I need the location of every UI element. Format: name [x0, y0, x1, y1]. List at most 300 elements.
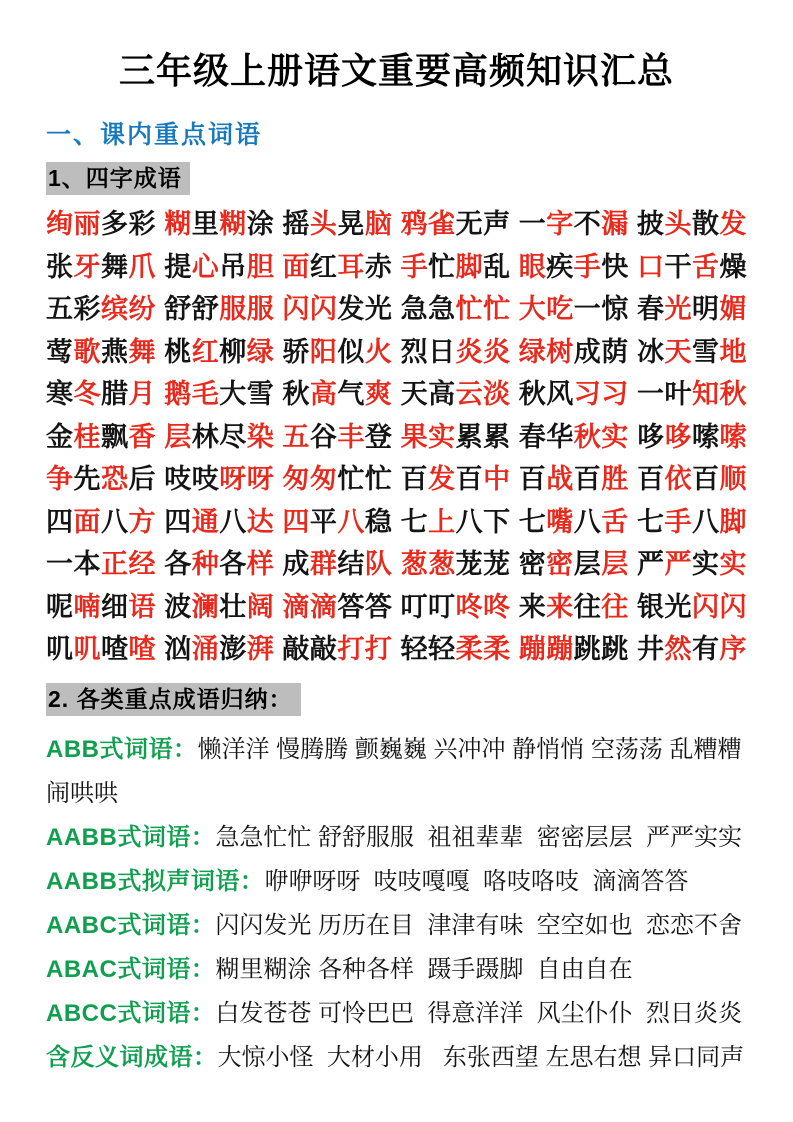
idiom-char: 各: [164, 549, 192, 580]
idiom-char: 舒: [191, 294, 220, 325]
idiom-char: 吱: [164, 464, 192, 495]
idiom-char: 壮: [219, 591, 247, 622]
idiom-char: 光: [664, 591, 692, 622]
idiom: [164, 373, 274, 416]
idiom-char: 八: [219, 506, 247, 537]
idiom: [282, 501, 392, 544]
idiom-char: 摇: [282, 209, 310, 240]
idiom-char: 爪: [128, 251, 156, 282]
idiom-char: 答: [364, 591, 393, 622]
idiom-char: 轻: [428, 634, 456, 665]
idiom-char: 秋: [518, 379, 547, 410]
idiom-char: 毛: [191, 379, 220, 410]
idiom-char: 葱: [428, 549, 456, 580]
idiom-char: 呢: [46, 591, 74, 622]
idiom-char: 绚: [46, 209, 74, 240]
idiom-char: 先: [73, 464, 101, 495]
idiom-char: 舞: [128, 336, 156, 367]
idiom-char: 风: [546, 379, 574, 410]
idiom-char: 井: [636, 634, 665, 665]
category-content: 糊里糊涂 各种各样 蹑手蹑脚 自由自在: [215, 956, 633, 984]
idiom-char: 提: [164, 251, 192, 282]
idiom-char: 咚: [483, 591, 511, 622]
idiom-char: 跳: [573, 634, 602, 665]
idiom-char: 牙: [73, 251, 101, 282]
idiom-char: 手: [573, 251, 602, 282]
idiom-char: 四: [46, 506, 74, 537]
idiom-char: 鹅: [164, 379, 192, 410]
idiom-char: 脚: [719, 506, 747, 537]
idiom: [401, 628, 511, 671]
idiom-row: [46, 203, 747, 246]
idiom-char: 舌: [601, 506, 629, 537]
idiom-char: 寒: [46, 379, 74, 410]
idiom-char: 果: [400, 421, 429, 452]
idiom-char: 本: [73, 549, 101, 580]
idiom-char: 鸦: [400, 209, 429, 240]
idiom-char: 叮: [400, 591, 429, 622]
idiom-char: 依: [664, 464, 692, 495]
idiom: [401, 373, 511, 416]
idiom-char: 胆: [246, 251, 275, 282]
idiom-char: 队: [364, 549, 393, 580]
idiom-char: 通: [191, 506, 220, 537]
idiom-char: 层: [164, 421, 192, 452]
idiom-char: 柔: [455, 634, 484, 665]
idiom: [401, 416, 511, 459]
idiom-char: 忙: [364, 464, 393, 495]
idiom-char: 月: [128, 379, 156, 410]
idiom-char: 无: [455, 209, 484, 240]
section-heading-key-words: 一、课内重点词语: [46, 121, 263, 149]
idiom-char: 蹦: [546, 634, 574, 665]
idiom-category-list: [46, 728, 747, 1080]
idiom-char: 喳: [128, 634, 156, 665]
idiom-char: 嘴: [546, 506, 574, 537]
idiom-char: 染: [246, 421, 275, 452]
idiom: [519, 543, 629, 586]
idiom-char: 哆: [664, 421, 692, 452]
idiom: [164, 246, 274, 289]
idiom-char: 敲: [282, 634, 310, 665]
idiom: [46, 331, 156, 374]
idiom-char: 后: [128, 464, 156, 495]
idiom-char: 习: [601, 379, 629, 410]
idiom-char: 急: [428, 294, 456, 325]
idiom-char: 气: [337, 379, 365, 410]
idiom-char: 脚: [455, 251, 484, 282]
idiom-char: 七: [636, 506, 665, 537]
idiom: [519, 586, 629, 629]
idiom-char: 彩: [73, 294, 101, 325]
idiom-grid: [46, 203, 747, 671]
idiom-char: 百: [455, 464, 484, 495]
idiom-char: 轻: [400, 634, 429, 665]
idiom-char: 香: [128, 421, 156, 452]
idiom: [46, 628, 156, 671]
idiom-char: 语: [128, 591, 156, 622]
category-label: ABAC式词语：: [46, 956, 216, 984]
idiom-char: 面: [282, 251, 310, 282]
idiom: [164, 331, 274, 374]
idiom-char: 经: [128, 549, 156, 580]
idiom: [637, 501, 747, 544]
idiom-char: 八: [573, 506, 602, 537]
idiom-char: 舞: [101, 251, 129, 282]
idiom-char: 闪: [282, 294, 310, 325]
idiom: [282, 288, 392, 331]
idiom-char: 丰: [337, 421, 365, 452]
idiom: [637, 416, 747, 459]
idiom-char: 舌: [691, 251, 720, 282]
idiom-char: 澎: [219, 634, 247, 665]
idiom: [519, 203, 629, 246]
idiom-char: 树: [546, 336, 574, 367]
category-label: AABC式词语：: [46, 912, 216, 940]
idiom-char: 密: [518, 549, 547, 580]
idiom-char: 百: [518, 464, 547, 495]
idiom-row: [46, 373, 747, 416]
idiom-char: 头: [664, 209, 692, 240]
idiom-char: 一: [46, 549, 74, 580]
idiom-row: [46, 586, 747, 629]
idiom: [164, 543, 274, 586]
idiom-char: 声: [483, 209, 511, 240]
idiom-char: 八: [691, 506, 720, 537]
idiom-char: 疾: [546, 251, 574, 282]
idiom: [401, 288, 511, 331]
idiom-row: [46, 288, 747, 331]
category-line: [46, 1036, 747, 1080]
idiom-char: 淡: [483, 379, 511, 410]
idiom-char: 莺: [46, 336, 74, 367]
idiom-char: 燥: [719, 251, 747, 282]
idiom: [282, 628, 392, 671]
idiom: [637, 458, 747, 501]
idiom-char: 闪: [309, 294, 338, 325]
idiom-char: 五: [282, 421, 310, 452]
idiom: [282, 416, 392, 459]
idiom-char: 口: [636, 251, 665, 282]
idiom-char: 冬: [73, 379, 101, 410]
idiom: [637, 203, 747, 246]
idiom: [519, 628, 629, 671]
idiom-char: 丽: [73, 209, 101, 240]
idiom-char: 地: [719, 336, 747, 367]
category-line: [46, 728, 747, 816]
idiom-char: 层: [601, 549, 629, 580]
idiom: [46, 501, 156, 544]
category-line: [46, 948, 747, 992]
idiom-char: 红: [309, 251, 338, 282]
idiom-char: 光: [664, 294, 692, 325]
category-content: 大惊小怪 大材小用 东张西望 左思右想 异口同声: [217, 1044, 745, 1072]
idiom-char: 冰: [636, 336, 665, 367]
idiom-char: 林: [191, 421, 220, 452]
idiom-char: 一: [573, 294, 602, 325]
category-content: 懒洋洋 慢腾腾 颤巍巍 兴冲冲 静悄悄 空荡荡 乱糟糟 闹哄哄: [46, 736, 749, 808]
idiom-char: 绿: [518, 336, 547, 367]
idiom-char: 桂: [73, 421, 101, 452]
subsection-heading-four-char-idioms: 1、四字成语: [46, 162, 190, 196]
idiom-char: 八: [455, 506, 484, 537]
idiom-char: 雪: [246, 379, 275, 410]
category-content: 白发苍苍 可怜巴巴 得意洋洋 风尘仆仆 烈日炎炎: [215, 1000, 743, 1028]
idiom-char: 发: [337, 294, 365, 325]
idiom: [519, 288, 629, 331]
idiom-char: 赤: [364, 251, 393, 282]
idiom-char: 红: [191, 336, 220, 367]
idiom: [637, 288, 747, 331]
idiom-char: 五: [46, 294, 74, 325]
idiom-char: 层: [573, 549, 602, 580]
idiom-char: 哆: [636, 421, 665, 452]
idiom-char: 成: [573, 336, 602, 367]
idiom-char: 忙: [483, 294, 511, 325]
idiom-row: [46, 501, 747, 544]
idiom-char: 柔: [483, 634, 511, 665]
idiom-char: 光: [364, 294, 393, 325]
idiom-char: 明: [691, 294, 720, 325]
idiom-char: 媚: [719, 294, 747, 325]
idiom-char: 春: [636, 294, 665, 325]
idiom-char: 茏: [483, 549, 511, 580]
idiom-char: 爽: [364, 379, 393, 410]
idiom-char: 多: [101, 209, 129, 240]
category-label: ABCC式词语：: [46, 1000, 216, 1028]
idiom: [164, 288, 274, 331]
idiom: [282, 246, 392, 289]
idiom-char: 天: [400, 379, 429, 410]
idiom: [637, 373, 747, 416]
idiom-char: 服: [219, 294, 247, 325]
idiom: [46, 246, 156, 289]
idiom-char: 匆: [309, 464, 338, 495]
idiom-char: 张: [46, 251, 74, 282]
category-label: AABB式拟声词语：: [46, 868, 265, 896]
idiom-char: 银: [636, 591, 665, 622]
idiom-char: 呀: [219, 464, 247, 495]
idiom-char: 高: [428, 379, 456, 410]
idiom-char: 手: [400, 251, 429, 282]
idiom-char: 忙: [455, 294, 484, 325]
idiom-char: 纷: [128, 294, 156, 325]
idiom-char: 不: [573, 209, 602, 240]
idiom-char: 炎: [483, 336, 511, 367]
idiom-char: 脑: [364, 209, 393, 240]
idiom-char: 服: [246, 294, 275, 325]
idiom-char: 腊: [101, 379, 129, 410]
idiom: [282, 373, 392, 416]
page-title: 三年级上册语文重要高频知识汇总: [118, 50, 674, 91]
idiom-char: 晃: [337, 209, 365, 240]
idiom: [46, 203, 156, 246]
idiom-char: 糊: [219, 209, 247, 240]
idiom-char: 茏: [455, 549, 484, 580]
idiom-char: 知: [691, 379, 720, 410]
idiom: [282, 586, 392, 629]
idiom: [46, 373, 156, 416]
idiom-char: 八: [101, 506, 129, 537]
idiom-char: 呀: [246, 464, 275, 495]
idiom-char: 嗦: [719, 421, 747, 452]
idiom-char: 柳: [219, 336, 247, 367]
idiom-char: 吃: [546, 294, 574, 325]
idiom-char: 顺: [719, 464, 747, 495]
idiom-char: 叶: [664, 379, 692, 410]
idiom-char: 密: [546, 549, 574, 580]
idiom-row: [46, 246, 747, 289]
idiom-char: 实: [719, 549, 747, 580]
idiom-char: 成: [282, 549, 310, 580]
idiom-row: [46, 458, 747, 501]
idiom-char: 实: [601, 421, 629, 452]
idiom-char: 糊: [164, 209, 192, 240]
category-label: 含反义词成语：: [46, 1044, 218, 1072]
idiom-char: 里: [191, 209, 220, 240]
idiom-char: 雀: [428, 209, 456, 240]
idiom-char: 匆: [282, 464, 310, 495]
idiom-char: 累: [483, 421, 511, 452]
idiom-char: 散: [691, 209, 720, 240]
category-content: 急急忙忙 舒舒服服 祖祖辈辈 密密层层 严严实实: [215, 824, 743, 852]
idiom-char: 头: [309, 209, 338, 240]
idiom-char: 发: [428, 464, 456, 495]
idiom-char: 往: [573, 591, 602, 622]
idiom-char: 涂: [246, 209, 275, 240]
idiom-char: 阔: [246, 591, 275, 622]
idiom-char: 滴: [282, 591, 310, 622]
idiom-char: 缤: [101, 294, 129, 325]
idiom-char: 下: [483, 506, 511, 537]
idiom-char: 秋: [282, 379, 310, 410]
idiom-char: 骄: [282, 336, 310, 367]
idiom: [46, 543, 156, 586]
idiom-char: 澜: [191, 591, 220, 622]
idiom-char: 嗦: [691, 421, 720, 452]
idiom-char: 争: [46, 464, 74, 495]
idiom-char: 喃: [73, 591, 101, 622]
category-label: ABB式词语：: [46, 736, 198, 764]
idiom-char: 葱: [400, 549, 429, 580]
idiom: [519, 246, 629, 289]
idiom: [46, 586, 156, 629]
category-line: [46, 904, 747, 948]
idiom-char: 华: [546, 421, 574, 452]
idiom-char: 咚: [455, 591, 484, 622]
idiom-char: 打: [337, 634, 365, 665]
idiom-char: 百: [573, 464, 602, 495]
idiom: [164, 628, 274, 671]
idiom-char: 天: [664, 336, 692, 367]
idiom-char: 汹: [164, 634, 192, 665]
idiom: [46, 416, 156, 459]
idiom-char: 高: [309, 379, 338, 410]
subsection-heading-idiom-categories: 2. 各类重点成语归纳：: [46, 683, 301, 717]
idiom-char: 样: [246, 549, 275, 580]
idiom-char: 大: [219, 379, 247, 410]
idiom-char: 谷: [309, 421, 338, 452]
idiom-char: 来: [518, 591, 547, 622]
idiom-char: 快: [601, 251, 629, 282]
idiom-char: 桃: [164, 336, 192, 367]
idiom-char: 往: [601, 591, 629, 622]
idiom-char: 披: [636, 209, 665, 240]
idiom: [401, 586, 511, 629]
idiom-char: 金: [46, 421, 74, 452]
idiom-char: 实: [691, 549, 720, 580]
idiom-char: 登: [364, 421, 393, 452]
idiom-char: 有: [691, 634, 720, 665]
idiom: [637, 331, 747, 374]
idiom-char: 结: [337, 549, 365, 580]
idiom-char: 稳: [364, 506, 393, 537]
idiom-char: 群: [309, 549, 338, 580]
idiom-char: 上: [428, 506, 456, 537]
idiom-char: 跳: [601, 634, 629, 665]
idiom-char: 发: [719, 209, 747, 240]
idiom: [164, 203, 274, 246]
idiom-char: 种: [191, 549, 220, 580]
idiom-char: 雪: [691, 336, 720, 367]
idiom-char: 春: [518, 421, 547, 452]
category-content: 咿咿呀呀 吱吱嘎嘎 咯吱咯吱 滴滴答答: [264, 868, 689, 896]
idiom-char: 日: [428, 336, 456, 367]
idiom-char: 恐: [101, 464, 129, 495]
idiom: [282, 203, 392, 246]
idiom-char: 四: [164, 506, 192, 537]
idiom-char: 累: [455, 421, 484, 452]
idiom-char: 湃: [246, 634, 275, 665]
idiom: [282, 543, 392, 586]
idiom-char: 耳: [337, 251, 365, 282]
idiom-char: 漏: [601, 209, 629, 240]
idiom-char: 字: [546, 209, 574, 240]
idiom-char: 七: [518, 506, 547, 537]
idiom-char: 七: [400, 506, 429, 537]
idiom-char: 面: [73, 506, 101, 537]
idiom: [282, 331, 392, 374]
idiom: [164, 416, 274, 459]
category-line: [46, 816, 747, 860]
category-line: [46, 992, 747, 1036]
idiom-char: 舒: [164, 294, 192, 325]
idiom-char: 飘: [101, 421, 129, 452]
idiom: [637, 543, 747, 586]
idiom-char: 序: [719, 634, 747, 665]
idiom-char: 胜: [601, 464, 629, 495]
idiom-char: 百: [691, 464, 720, 495]
idiom-char: 云: [455, 379, 484, 410]
idiom-char: 打: [364, 634, 393, 665]
idiom-char: 各: [219, 549, 247, 580]
idiom-char: 正: [101, 549, 129, 580]
idiom: [637, 586, 747, 629]
category-line: [46, 860, 747, 904]
idiom-row: [46, 331, 747, 374]
idiom-char: 喳: [101, 634, 129, 665]
idiom-char: 习: [573, 379, 602, 410]
idiom-char: 吊: [219, 251, 247, 282]
idiom-char: 涌: [191, 634, 220, 665]
idiom-char: 火: [364, 336, 393, 367]
idiom-char: 细: [101, 591, 129, 622]
idiom-char: 秋: [719, 379, 747, 410]
idiom-char: 一: [518, 209, 547, 240]
idiom-char: 方: [128, 506, 156, 537]
idiom: [401, 203, 511, 246]
idiom-char: 惊: [601, 294, 629, 325]
